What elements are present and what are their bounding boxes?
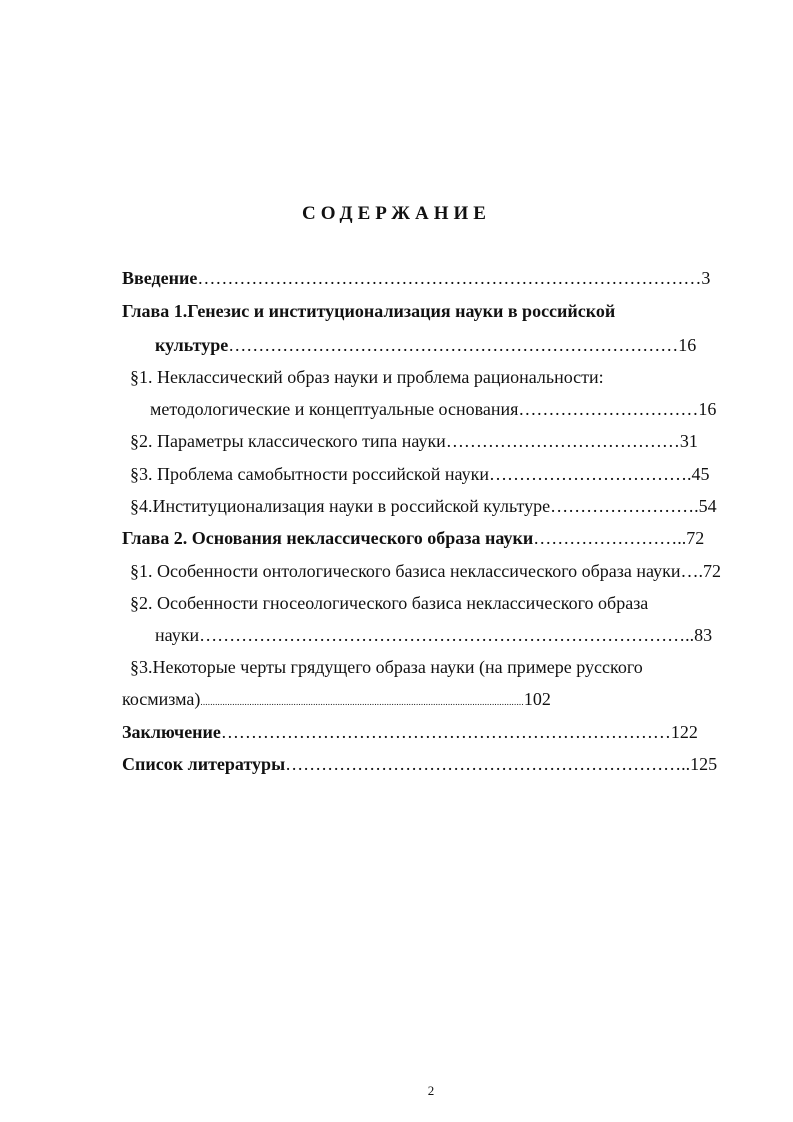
toc-page: 72: [703, 561, 721, 581]
toc-label: Заключение: [122, 722, 221, 742]
toc-label: §1. Неклассический образ науки и проблема рациональности:: [130, 367, 604, 387]
toc-leader: …………………………………………………………..: [285, 754, 691, 774]
toc-leader: …………………………………………………………………………: [197, 268, 702, 288]
toc-entry-section2-2-line1[interactable]: [130, 592, 648, 614]
toc-label: Список литературы: [122, 754, 286, 774]
toc-entry-chapter1-line1[interactable]: [122, 300, 615, 322]
toc-page: 125: [690, 754, 718, 774]
toc-entry-section1-1-line1[interactable]: [130, 366, 604, 388]
toc-entry-section1-2[interactable]: [130, 430, 698, 452]
toc-entry-section2-2-line2[interactable]: [155, 624, 712, 646]
toc-label: §3. Проблема самобытности российской науки: [130, 464, 489, 484]
toc-label: космизма): [122, 689, 201, 709]
toc-entry-chapter1-line2[interactable]: [155, 334, 696, 356]
toc-leader: …………………………………: [445, 431, 680, 451]
toc-label: Введение: [122, 268, 198, 288]
toc-label: §2. Параметры классического типа науки: [130, 431, 446, 451]
toc-label: Глава 2. Основания неклассического образа науки: [122, 528, 534, 548]
toc-entry-section1-4[interactable]: [130, 495, 717, 517]
toc-entry-section2-1[interactable]: [130, 560, 721, 582]
toc-page: 45: [691, 464, 710, 484]
page-number: 2: [427, 1083, 435, 1098]
toc-entry-section2-3-line1[interactable]: [130, 656, 643, 678]
toc-page: 122: [670, 722, 698, 742]
toc-entry-section1-3[interactable]: [130, 463, 709, 485]
toc-page: 3: [701, 268, 711, 288]
toc-label: культуре: [155, 335, 229, 355]
toc-leader: …………………………………………………………………: [220, 722, 671, 742]
toc-page: 31: [679, 431, 698, 451]
toc-page: 16: [698, 399, 717, 419]
toc-label: науки: [155, 625, 200, 645]
toc-entry-references[interactable]: [122, 753, 717, 775]
toc-page: 16: [678, 335, 697, 355]
toc-entry-conclusion[interactable]: [122, 721, 698, 743]
toc-label: Глава 1.Генезис и институционализация науки в российской: [122, 301, 616, 321]
toc-leader: ....................................................................................................................................: [200, 697, 524, 707]
toc-label: §1. Особенности онтологического базиса неклассического образа науки: [130, 561, 681, 581]
toc-page: 72: [686, 528, 705, 548]
toc-entry-section1-1-line2[interactable]: [150, 398, 716, 420]
toc-leader: …………………………….: [488, 464, 692, 484]
toc-page: 102: [523, 689, 551, 709]
toc-entry-section2-3-line2[interactable]: [122, 688, 551, 713]
toc-entry-chapter2[interactable]: [122, 527, 704, 549]
toc-leader: ……………………..: [533, 528, 687, 548]
page-title: СОДЕРЖАНИЕ: [302, 203, 491, 224]
toc-page: 54: [698, 496, 717, 516]
toc-page: 83: [694, 625, 713, 645]
toc-label: §3.Некоторые черты грядущего образа науки (на примере русского: [130, 657, 643, 677]
toc-leader: ….: [680, 561, 703, 581]
toc-label: §4.Институционализация науки в российской культуре: [130, 496, 551, 516]
toc-leader: ………………………………………………………………………..: [199, 625, 695, 645]
toc-label: §2. Особенности гносеологического базиса неклассического образа: [130, 593, 649, 613]
toc-label: методологические и концептуальные основания: [150, 399, 519, 419]
toc-entry-intro[interactable]: [122, 267, 710, 289]
toc-leader: …………………….: [550, 496, 699, 516]
toc-leader: …………………………: [518, 399, 699, 419]
toc-leader: …………………………………………………………………: [228, 335, 679, 355]
